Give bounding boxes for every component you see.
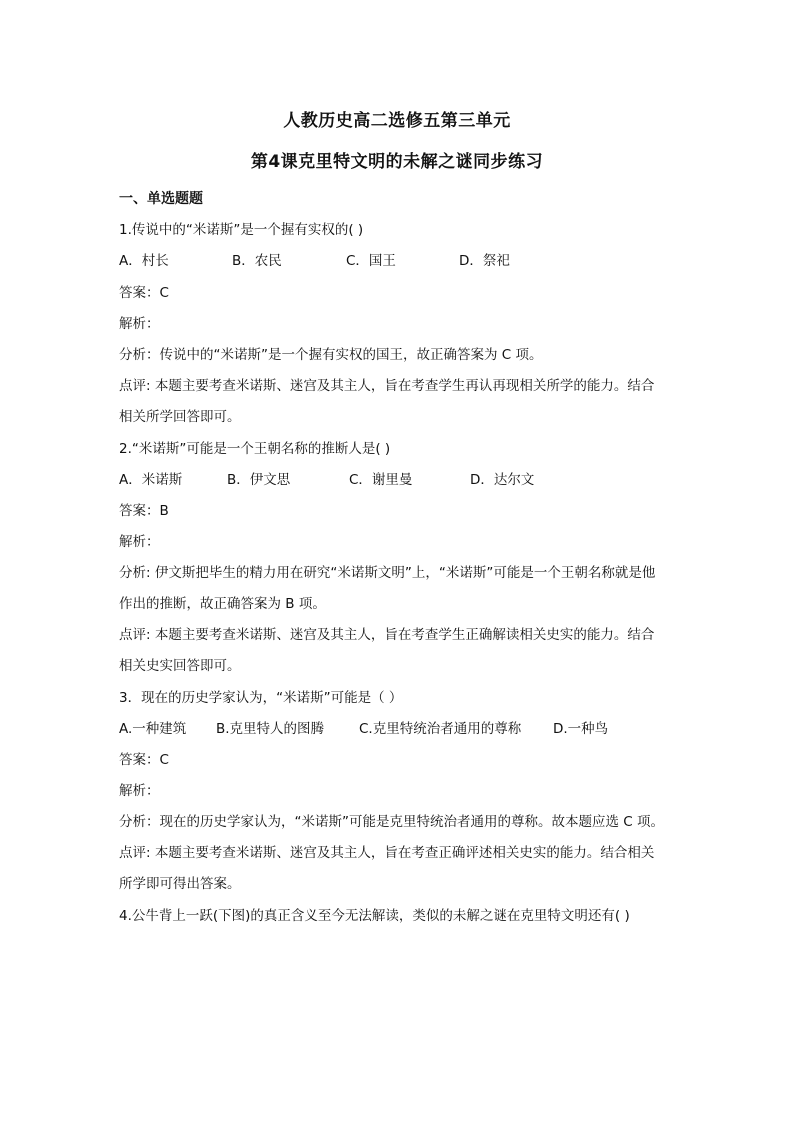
q3-analysis-label: 解析： xyxy=(119,783,160,799)
q2-analysis-line2: 作出的推断，故正确答案为 B 项。 xyxy=(119,596,326,612)
q1-option-b: B．农民 xyxy=(232,253,282,269)
q2-option-b: B．伊文思 xyxy=(227,472,291,488)
section-heading: 一、单选题题 xyxy=(119,191,203,207)
q1-analysis: 分析：传说中的“米诺斯”是一个握有实权的国王，故正确答案为 C 项。 xyxy=(119,347,543,363)
q2-analysis-line1: 分析: 伊文斯把毕生的精力用在研究“米诺斯文明”上，“米诺斯”可能是一个王朝名称就是他 xyxy=(119,565,656,581)
q2-stem: 2.“米诺斯”可能是一个王朝名称的推断人是( ) xyxy=(119,441,391,457)
q2-answer: 答案：B xyxy=(119,503,169,519)
q2-option-c: C．谢里曼 xyxy=(349,472,413,488)
q3-option-d: D.一种鸟 xyxy=(553,721,609,737)
q1-analysis-label: 解析： xyxy=(119,316,160,332)
q1-option-d: D．祭祀 xyxy=(459,253,510,269)
q2-comment-line2: 相关史实回答即可。 xyxy=(119,658,241,674)
q2-option-a: A．米诺斯 xyxy=(119,472,183,488)
q3-option-c: C.克里特统治者通用的尊称 xyxy=(359,721,522,737)
q3-comment-line2: 所学即可得出答案。 xyxy=(119,876,241,892)
q1-answer: 答案：C xyxy=(119,285,169,301)
q2-option-d: D．达尔文 xyxy=(470,472,535,488)
q4-stem: 4.公牛背上一跃(下图)的真正含义至今无法解读，类似的未解之谜在克里特文明还有( ) xyxy=(119,908,630,924)
q1-option-a: A．村长 xyxy=(119,253,169,269)
page-title: 人教历史高二选修五第三单元 xyxy=(283,111,511,131)
q1-option-c: C．国王 xyxy=(346,253,396,269)
q3-stem: 3．现在的历史学家认为，“米诺斯”可能是（ ） xyxy=(119,690,403,706)
q2-comment-line1: 点评: 本题主要考查米诺斯、迷宫及其主人，旨在考查学生正确解读相关史实的能力。结合 xyxy=(119,627,655,643)
q1-comment-line2: 相关所学回答即可。 xyxy=(119,409,241,425)
q1-stem: 1.传说中的“米诺斯”是一个握有实权的( ) xyxy=(119,222,364,238)
q3-option-a: A.一种建筑 xyxy=(119,721,187,737)
q1-comment-line1: 点评: 本题主要考查米诺斯、迷宫及其主人，旨在考查学生再认再现相关所学的能力。结合 xyxy=(119,378,655,394)
q3-comment-line1: 点评: 本题主要考查米诺斯、迷宫及其主人，旨在考查正确评述相关史实的能力。结合相关 xyxy=(119,845,655,861)
q3-analysis: 分析：现在的历史学家认为，“米诺斯”可能是克里特统治者通用的尊称。故本题应选 C 项。 xyxy=(119,814,664,830)
q3-answer: 答案：C xyxy=(119,752,169,768)
q2-analysis-label: 解析： xyxy=(119,534,160,550)
q3-option-b: B.克里特人的图腾 xyxy=(216,721,325,737)
page-subtitle: 第4课克里特文明的未解之谜同步练习 xyxy=(250,152,544,172)
